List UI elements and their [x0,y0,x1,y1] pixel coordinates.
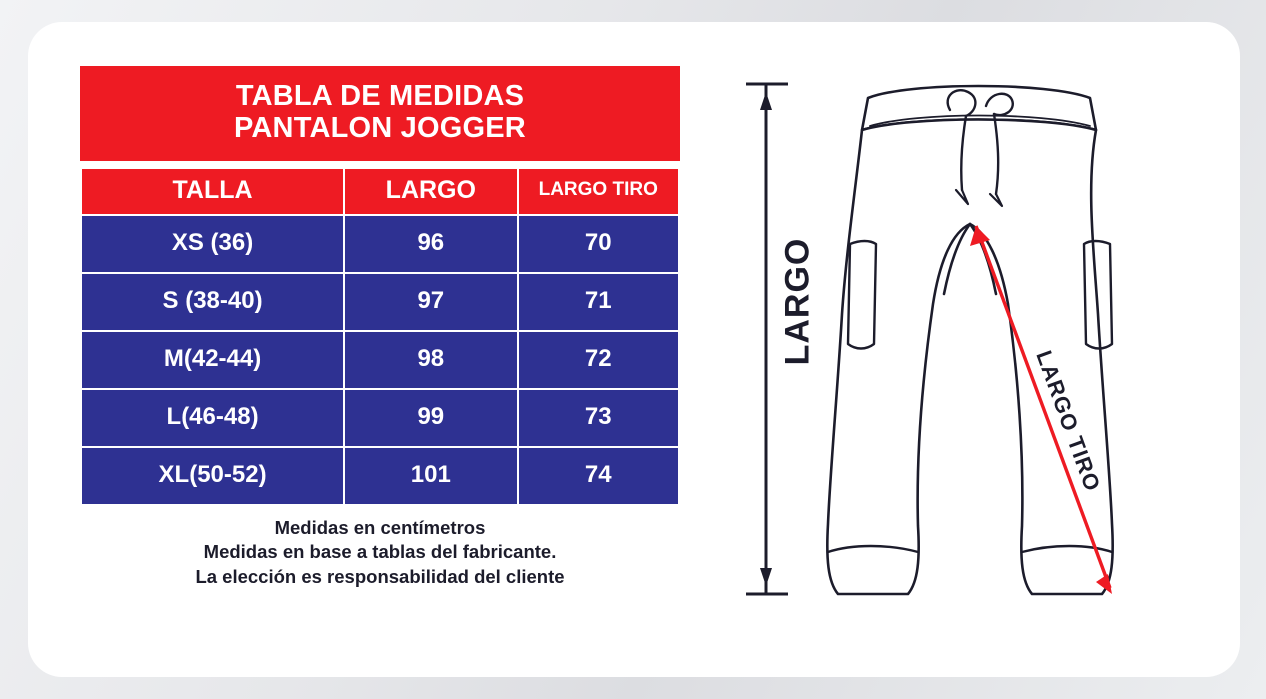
chart-title [80,66,680,161]
note-line-3: La elección es responsabilidad del cliente [195,565,565,587]
pants-outline [827,86,1112,594]
column-header-talla: TALLA [81,168,344,215]
table-row [81,389,679,447]
size-table-section [80,66,680,589]
largo-tiro-label: LARGO TIRO [1031,347,1106,495]
cell-talla: M(42-44) [81,331,344,389]
table-row [81,215,679,273]
largo-dimension-label: LARGO [778,237,817,366]
chart-title-line2: PANTALON JOGGER [234,112,526,145]
table-row [81,331,679,389]
cell-largo-tiro: 70 [518,215,679,273]
table-header-row [81,168,679,215]
size-chart-card [28,22,1240,677]
jogger-diagram [718,54,1238,644]
column-header-largo: LARGO [344,168,517,215]
measurements-table [80,167,680,506]
table-row [81,447,679,505]
note-line-2: Medidas en base a tablas del fabricante. [203,541,557,563]
column-header-largo-tiro: LARGO TIRO [518,168,679,215]
cell-largo-tiro: 74 [518,447,679,505]
chart-title-line1: TABLA DE MEDIDAS [235,80,525,112]
cell-largo-tiro: 71 [518,273,679,331]
cell-largo-tiro: 73 [518,389,679,447]
notes-block [80,516,680,589]
cell-largo: 99 [344,389,517,447]
cell-largo: 101 [344,447,517,505]
cell-largo-tiro: 72 [518,331,679,389]
note-line-1: Medidas en centímetros [274,516,486,538]
table-row [81,273,679,331]
cell-largo: 97 [344,273,517,331]
cell-talla: XS (36) [81,215,344,273]
cell-largo: 96 [344,215,517,273]
cell-largo: 98 [344,331,517,389]
cell-talla: L(46-48) [81,389,344,447]
cell-talla: S (38-40) [81,273,344,331]
cell-talla: XL(50-52) [81,447,344,505]
